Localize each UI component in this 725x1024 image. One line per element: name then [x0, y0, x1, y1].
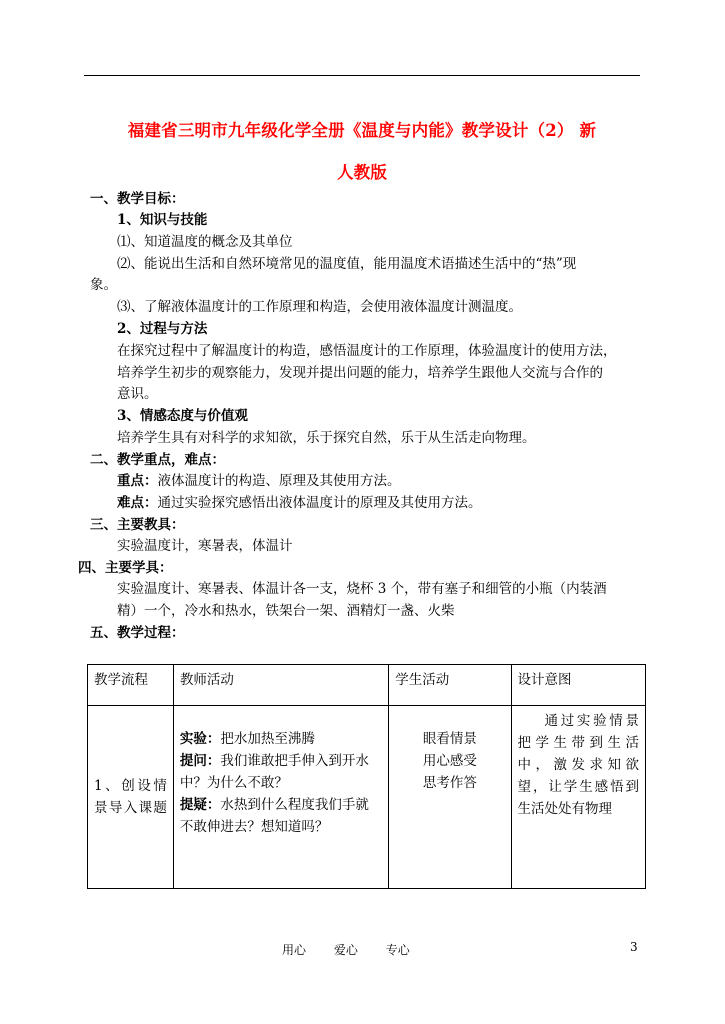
- learning-tools-text: 精）一个，冷水和热水，铁架台一架、酒精灯一盏、火柴: [117, 603, 455, 619]
- objective-item: ⑶、了解液体温度计的工作原理和构造，会使用液体温度计测温度。: [117, 299, 522, 315]
- key-text: 液体温度计的构造、原理及其使用方法。: [157, 473, 401, 489]
- teacher-item-label: 提问：: [179, 753, 221, 769]
- subsection-knowledge: 1、知识与技能: [117, 212, 208, 228]
- section-teaching-process: 五、教学过程：: [90, 625, 185, 641]
- header-student: 学生活动: [389, 665, 511, 706]
- footer-word: 专心: [385, 943, 410, 957]
- teacher-item-text: 我们谁敢把手伸入到开水中？为什么不敢？: [179, 753, 369, 791]
- difficult-text: 通过实验探究感悟出液体温度计的原理及其使用方法。: [157, 495, 482, 511]
- footer-word: 用心: [282, 943, 307, 957]
- table-row: [88, 706, 646, 889]
- footer-word: 爱心: [333, 943, 358, 957]
- objective-item: ⑴、知道温度的概念及其单位: [117, 234, 293, 250]
- subsection-attitude: 3、情感态度与价值观: [117, 408, 248, 424]
- teacher-item: [180, 794, 382, 838]
- cell-teacher: [173, 706, 388, 889]
- difficult-point-line: [117, 492, 482, 514]
- key-label: 重点：: [117, 473, 158, 489]
- student-item: 思考作答: [422, 775, 477, 791]
- header-intent: 设计意图: [511, 665, 645, 706]
- paragraph-line: 培养学生初步的观察能力，发现并提出问题的能力，培养学生跟他人交流与合作的: [117, 365, 603, 381]
- objective-item-cont: 象。: [90, 277, 117, 293]
- page-number: 3: [630, 940, 638, 954]
- cell-flow: [88, 706, 174, 889]
- learning-tools-text: 实验温度计、寒暑表、体温计各一支，烧杯 3 个，带有塞子和细管的小瓶（内装酒: [117, 581, 607, 597]
- subsection-process: 2、过程与方法: [117, 321, 208, 337]
- student-item: 眼看情景: [422, 731, 477, 747]
- title-line-2: 人教版: [336, 163, 388, 182]
- header-flow: 教学流程: [88, 665, 174, 706]
- section-key-points: 二、教学重点，难点：: [90, 452, 225, 468]
- table-header-row: [88, 665, 646, 706]
- header-teacher: 教师活动: [173, 665, 388, 706]
- cell-student: [389, 706, 511, 889]
- key-point-line: [117, 470, 401, 492]
- objective-item: ⑵、能说出生活和自然环境常见的温度值，能用温度术语描述生活中的“热”现: [117, 256, 577, 272]
- cell-intent: [511, 706, 645, 889]
- section-teaching-aids: 三、主要教具：: [90, 517, 185, 533]
- document-title: [84, 110, 640, 194]
- section-learning-tools: 四、主要学具：: [78, 560, 173, 576]
- paragraph-line: 在探究过程中了解温度计的构造，感悟温度计的工作原理，体验温度计的使用方法，: [117, 343, 617, 359]
- teaching-process-table: [87, 664, 646, 889]
- difficult-label: 难点：: [117, 495, 158, 511]
- teaching-aids-text: 实验温度计，寒暑表，体温计: [117, 538, 293, 554]
- teacher-item: [180, 750, 382, 794]
- paragraph-line: 意识。: [117, 386, 158, 402]
- teacher-item-label: 实验：: [179, 731, 221, 747]
- teacher-item-text: 水热到什么程度我们手就不敢伸进去？想知道吗？: [179, 797, 369, 835]
- intent-text: 通过实验情景把学生带到生活中，激发求知欲望，让学生感悟到生活处处有物理: [517, 713, 639, 817]
- footer-motto: [282, 941, 434, 958]
- flow-text: 1、创设情景导入课题: [94, 778, 167, 816]
- teacher-item: [180, 728, 382, 750]
- paragraph-line: 培养学生具有对科学的求知欲，乐于探究自然，乐于从生活走向物理。: [117, 430, 536, 446]
- student-item: 用心感受: [422, 753, 477, 769]
- header-rule: [84, 75, 640, 76]
- title-line-1: 福建省三明市九年级化学全册《温度与内能》教学设计（2） 新: [127, 121, 597, 140]
- teacher-item-label: 提疑：: [179, 797, 221, 813]
- section-objectives: 一、教学目标：: [90, 191, 185, 207]
- teacher-item-text: 把水加热至沸腾: [220, 731, 315, 747]
